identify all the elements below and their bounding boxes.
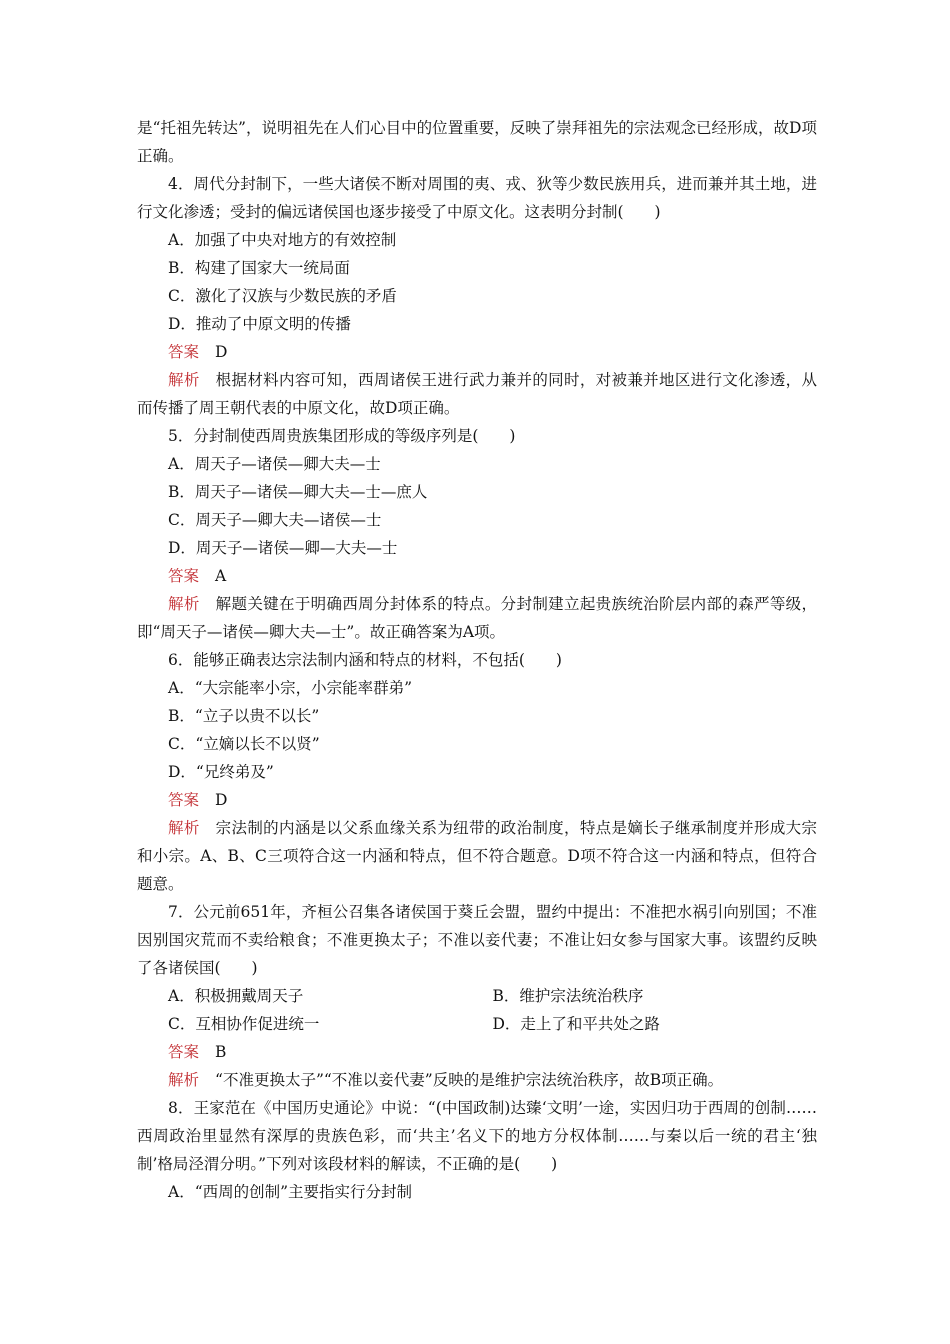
question-7-options-row-2: [137, 1010, 817, 1038]
question-6-analysis: [137, 814, 817, 898]
question-4-option-c: C．激化了汉族与少数民族的矛盾: [168, 287, 397, 305]
answer-value: D: [215, 343, 228, 361]
question-8-stem: 8．王家范在《中国历史通论》中说：“(中国政制)达臻‘文明’一途，实因归功于西周的创制……西周政治里显然有深厚的贵族色彩，而‘共主’名义下的地方分权体制……与秦以后一统的君主‘独制’格局泾渭分明。”下列对该段材料的解读，不正确的是( ): [137, 1099, 817, 1173]
question-5-analysis: [137, 590, 817, 646]
question-5-stem: 5．分封制使西周贵族集团形成的等级序列是( ): [168, 427, 516, 445]
question-7-answer: [137, 1038, 817, 1066]
question-6-option-c: C．“立嫡以长不以贤”: [168, 735, 320, 753]
analysis-label: 解析: [168, 819, 200, 837]
question-4-option-d: D．推动了中原文明的传播: [168, 315, 351, 333]
question-7-option-a: A．积极拥戴周天子: [168, 987, 304, 1005]
question-4-option-a: A．加强了中央对地方的有效控制: [168, 231, 397, 249]
answer-value: B: [215, 1043, 227, 1061]
question-7-options-row-1: [137, 982, 817, 1010]
analysis-text: 解题关键在于明确西周分封体系的特点。分封制建立起贵族统治阶层内部的森严等级，即“周天子—诸侯—卿大夫—士”。故正确答案为A项。: [137, 595, 817, 641]
question-5-option-a: A．周天子—诸侯—卿大夫—士: [168, 455, 381, 473]
answer-value: D: [215, 791, 228, 809]
answer-label: 答案: [168, 343, 200, 361]
question-8-option-a: A．“西周的创制”主要指实行分封制: [168, 1183, 413, 1201]
question-6-stem: 6．能够正确表达宗法制内涵和特点的材料，不包括( ): [168, 651, 562, 669]
analysis-text: 宗法制的内涵是以父系血缘关系为纽带的政治制度，特点是嫡长子继承制度并形成大宗和小宗。A、B、C三项符合这一内涵和特点，但不符合题意。D项不符合这一内涵和特点，但符合题意。: [137, 819, 817, 893]
question-7-analysis: [137, 1066, 817, 1094]
question-4-answer: [137, 338, 817, 366]
question-4-option-b: B．构建了国家大一统局面: [168, 259, 350, 277]
question-7-option-d: D．走上了和平共处之路: [492, 1015, 660, 1033]
question-7-option-c: C．互相协作促进统一: [168, 1015, 320, 1033]
analysis-label: 解析: [168, 595, 200, 613]
answer-label: 答案: [168, 1043, 200, 1061]
question-5-answer: [137, 562, 817, 590]
question-6-option-a: A．“大宗能率小宗，小宗能率群弟”: [168, 679, 413, 697]
question-5-option-d: D．周天子—诸侯—卿—大夫—士: [168, 539, 398, 557]
analysis-text: “不准更换太子”“不准以妾代妻”反映的是维护宗法统治秩序，故B项正确。: [215, 1071, 724, 1089]
question-5-option-b: B．周天子—诸侯—卿大夫—士—庶人: [168, 483, 428, 501]
question-4-analysis: [137, 366, 817, 422]
question-6-answer: [137, 786, 817, 814]
question-5-option-c: C．周天子—卿大夫—诸侯—士: [168, 511, 382, 529]
answer-value: A: [215, 567, 227, 585]
analysis-text: 根据材料内容可知，西周诸侯王进行武力兼并的同时，对被兼并地区进行文化渗透，从而传播了周王朝代表的中原文化，故D项正确。: [137, 371, 817, 417]
answer-label: 答案: [168, 791, 200, 809]
analysis-label: 解析: [168, 1071, 200, 1089]
previous-analysis-continuation: 是“托祖先转达”，说明祖先在人们心目中的位置重要，反映了崇拜祖先的宗法观念已经形成，故D项正确。: [137, 119, 817, 165]
question-6-option-d: D．“兄终弟及”: [168, 763, 274, 781]
question-6-option-b: B．“立子以贵不以长”: [168, 707, 320, 725]
document-body: [137, 114, 817, 1206]
answer-label: 答案: [168, 567, 200, 585]
question-7-option-b: B．维护宗法统治秩序: [492, 987, 644, 1005]
question-4-stem: 4．周代分封制下，一些大诸侯不断对周围的夷、戎、狄等少数民族用兵，进而兼并其土地，进行文化渗透；受封的偏远诸侯国也逐步接受了中原文化。这表明分封制( ): [137, 175, 817, 221]
analysis-label: 解析: [168, 371, 200, 389]
question-7-stem: 7．公元前651年，齐桓公召集各诸侯国于葵丘会盟，盟约中提出：不准把水祸引向别国；不准因别国灾荒而不卖给粮食；不准更换太子；不准以妾代妻；不准让妇女参与国家大事。该盟约反映了各诸侯国( ): [137, 903, 817, 977]
